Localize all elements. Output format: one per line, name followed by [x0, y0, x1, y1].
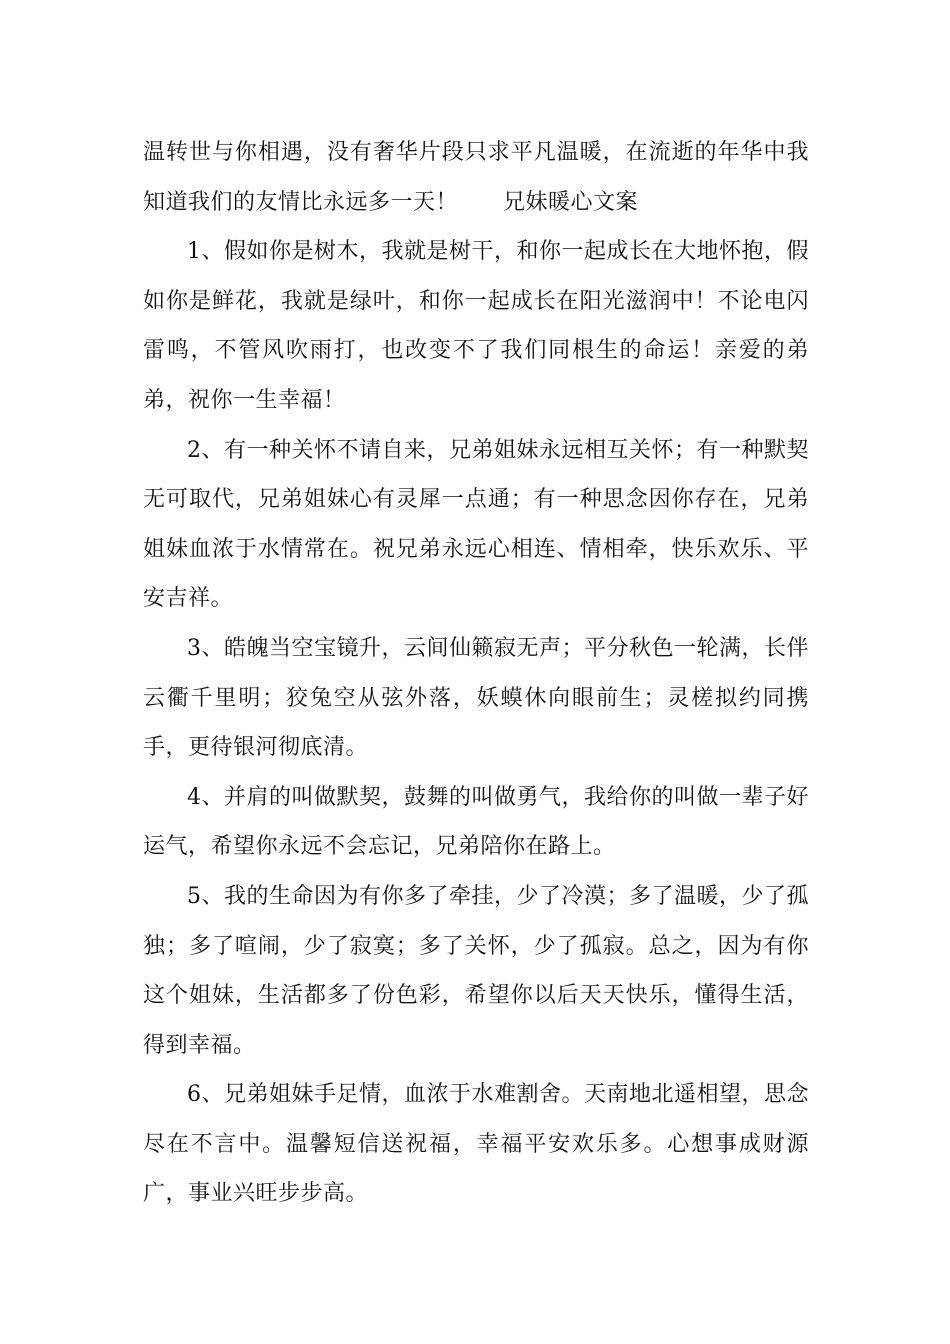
- paragraph-item-5: 5、我的生命因为有你多了牵挂，少了冷漠；多了温暖，少了孤独；多了喧闹，少了寂寞；多了关怀，少了孤寂。总之，因为有你这个姐妹，生活都多了份色彩，希望你以后天天快乐，懂得生活，得到幸福。: [143, 883, 809, 1058]
- paragraph-item-3: 3、皓魄当空宝镜升，云间仙籁寂无声；平分秋色一轮满，长伴云衢千里明；狡兔空从弦外落，妖蟆休向眼前生；灵槎拟约同携手，更待银河彻底清。: [143, 635, 809, 761]
- paragraph-item-1: 1、假如你是树木，我就是树干，和你一起成长在大地怀抱，假如你是鲜花，我就是绿叶，和你一起成长在阳光滋润中！不论电闪雷鸣，不管风吹雨打，也改变不了我们同根生的命运！亲爱的弟弟，祝你一生幸福！: [143, 239, 809, 413]
- paragraph-item-6: 6、兄弟姐妹手足情，血浓于水难割舍。天南地北遥相望，思念尽在不言中。温馨短信送祝福，幸福平安欢乐多。心想事成财源广，事业兴旺步步高。: [143, 1082, 809, 1207]
- paragraph-item-2: 2、有一种关怀不请自来，兄弟姐妹永远相互关怀；有一种默契无可取代，兄弟姐妹心有灵犀一点通；有一种思念因你存在，兄弟姐妹血浓于水情常在。祝兄弟永远心相连、情相牵，快乐欢乐、平安吉祥。: [143, 437, 809, 612]
- paragraph-continuation: 温转世与你相遇，没有奢华片段只求平凡温暖，在流逝的年华中我知道我们的友情比永远多一天！ 兄妹暖心文案: [143, 140, 809, 215]
- document-body: [143, 128, 809, 1219]
- paragraph-item-4: 4、并肩的叫做默契，鼓舞的叫做勇气，我给你的叫做一辈子好运气，希望你永远不会忘记，兄弟陪你在路上。: [143, 784, 809, 860]
